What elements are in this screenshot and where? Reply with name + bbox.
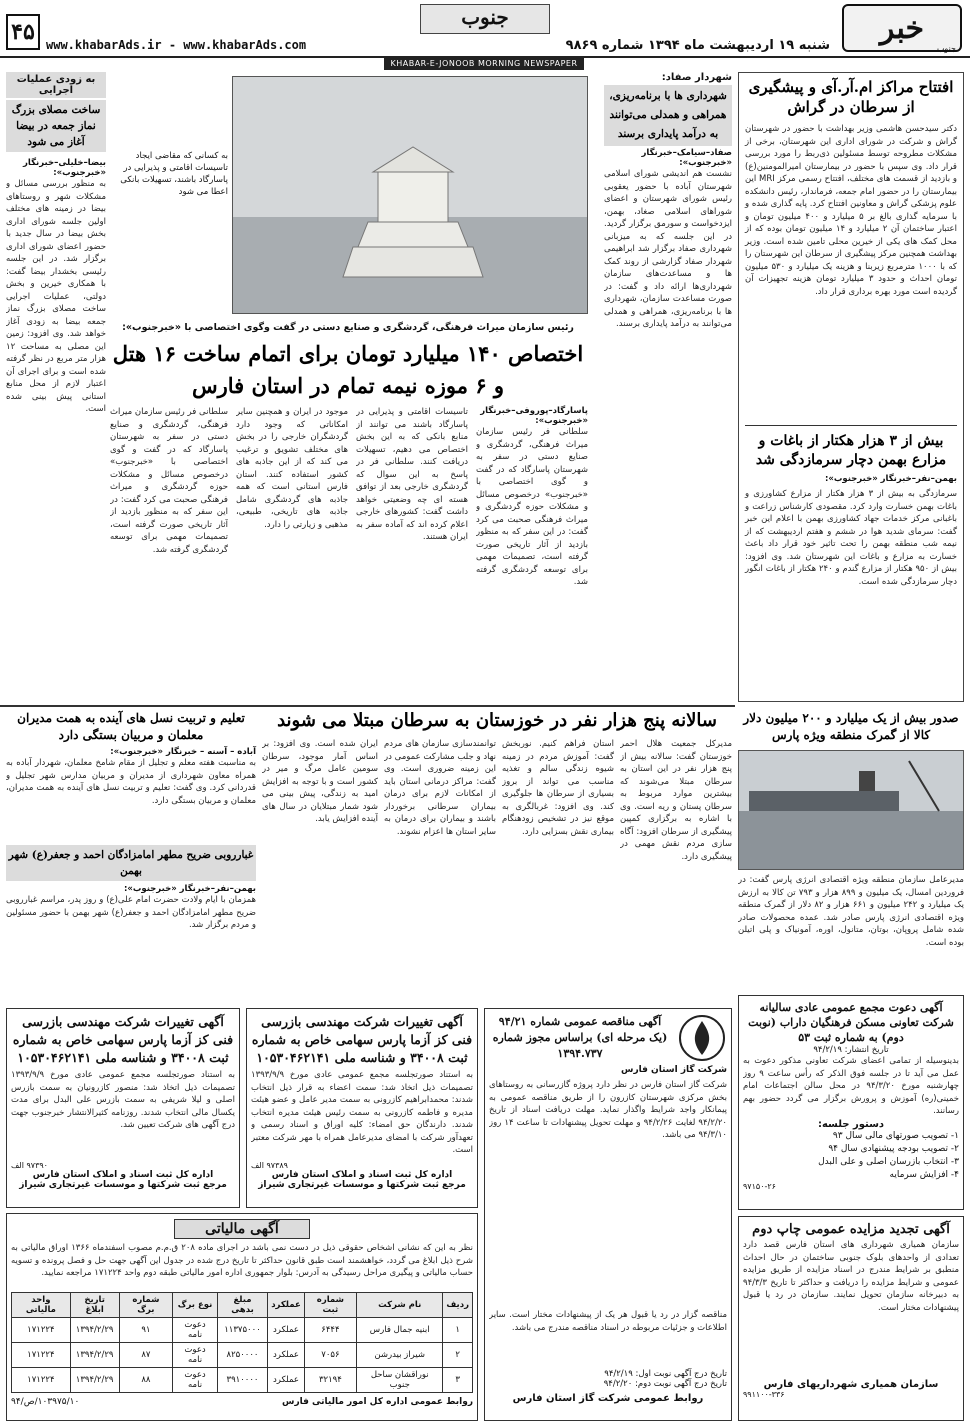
change-ad-2-footer2: مرجع ثبت شرکتها و موسسات غیرتجاری شیراز xyxy=(19,1180,227,1190)
tax-cell: ۶۴۴۴ xyxy=(304,1318,356,1343)
tax-cell: ۳۲۱۹۴ xyxy=(304,1368,356,1393)
story3-title: صدور بیش از یک میلیارد و ۲۰۰ میلیون دلار کالا از گمرک منطقه ویژه پارس xyxy=(743,711,959,742)
divider xyxy=(745,425,957,426)
tax-cell: ۲ xyxy=(443,1343,473,1368)
tax-ad-intro: نظر به این که نشانی اشخاص حقوقی ذیل در دست نمی باشد در اجرای ماده ۲۰۸ ق.م.م مصوب اسفندماه ۱۳۶۶ اوراق مالیاتی به شرح ذیل ابلاغ می گردد، خواهشمند است طبق قانون حداکثر تا تاریخ درج شده در جدول این آگهی جهت حل و فصل پرونده و تسویه حساب مالیاتی و پیگیری مراحل رسیدگی به آدرس: بلوار جمهوری اداره امور مالیاتی طبقه دوم واحد ۱۷۱۲۲۴ مراجعه نمایید. xyxy=(11,1243,473,1278)
tender-org: شرکت گاز استان فارس xyxy=(621,1065,727,1075)
ad-daraab xyxy=(738,995,964,1210)
shrine-body: همزمان با ایام ولادت حضرت امام علی(ع) و روز پدر، مراسم غبارروبی ضریح مطهر امامزادگان احمد و جعفر(ع) شهر بهمن با حضور مسئولین و مردم برگزار شد. xyxy=(6,895,256,930)
safad-byline: صفاد–سیامک–خبرنگار «خبرجنوب»: xyxy=(641,148,732,168)
feature-title: اختصاص ۱۴۰ میلیارد تومان برای اتمام ساخت ۱۶ هتل و ۶ موزه نیمه تمام در استان فارس xyxy=(112,341,584,398)
port-photo xyxy=(738,750,964,870)
tax-header-cell: مبلغ بدهی xyxy=(217,1293,267,1318)
tax-cell: ۳ xyxy=(443,1368,473,1393)
change-ad-1-footer: اداره کل ثبت اسناد و املاک استان فارس xyxy=(271,1170,453,1180)
change-ad-2 xyxy=(6,1008,240,1208)
dateline: شنبه ۱۹ اردیبهشت ماه ۱۳۹۴ شماره ۹۸۶۹ xyxy=(565,38,830,53)
page-number: ۴۵ xyxy=(6,14,40,50)
ad2-body: سازمان همیاری شهرداری های استان فارس قصد دارد تعدادی از واحدهای بلوک جنوبی ساختمان در حال احداث منطبق بر شرایط مندرج در اسناد مزایده از طریق مزایده عمومی و شرایط مزایده را دریافت و حداکثر تا تاریخ ۹۴/۳/۳ به دبیرخانه سازمان تحویل نمایند. سازمان در رد یا قبول پیشنهادات مختار است. xyxy=(743,1240,959,1313)
tender-body: شرکت گاز استان فارس در نظر دارد پروژه گازرسانی به روستاهای بخش مرکزی شهرستان کازرون را از طریق مناقصه عمومی به پیمانکار واجد شرایط واگذار نماید. مهلت دریافت اسناد از تاریخ ۹۴/۲/۲۰ لغایت ۹۴/۲/۲۶ و مهلت تحویل پیشنهادات تا ساعت ۱۴ روز ۹۴/۳/۱۰ می باشد. xyxy=(489,1080,727,1140)
story2-title: بیش از ۳ هزار هکتار از باغات و مزارع بهمن دچار سرمازدگی شد xyxy=(755,433,947,468)
cancer-body-2: استان فراهم کنیم. نوربخش گفت: آموزش مردم در زمینه شیوه زندگی سالم و تغذیه مناسب می تواند از بروز بسیاری از سرطان ها جلوگیری کند. وی افزود: غربالگری به موقع نیز در تشخیص زودهنگام بیماری نقش بسزایی دارد. xyxy=(502,739,614,837)
tax-table xyxy=(11,1292,473,1393)
tax-header-cell: ردیف xyxy=(443,1293,473,1318)
tax-cell: دعوت نامه xyxy=(173,1318,218,1343)
safad-column xyxy=(604,72,732,702)
logo-sub: جنوب xyxy=(936,44,956,53)
tender-title: آگهی مناقصه عمومی شماره ۹۴/۲۱ (یک مرحله ای) براساس مجوز شماره ۱۳۹۴.۷۳۷ xyxy=(492,1015,668,1060)
feature-body-area xyxy=(108,406,588,702)
tax-cell: عملکرد xyxy=(268,1318,305,1343)
change-ad-1-code: ۹۷۳۸۹ الف xyxy=(251,1161,288,1170)
ad1-body: بدینوسیله از تمامی اعضای شرکت تعاونی مذکور دعوت به عمل می آید تا در جلسه فوق الذکر که رأس ساعت ۹ روز چهارشنبه مورخ ۹۴/۳/۲۰ در محل سالن اجتماعات امام خمینی(ره) آموزش و پرورش برگزار می گردد حضور بهم رسانند. xyxy=(743,1056,959,1116)
agenda-item: ۴- افزایش سرمایه xyxy=(889,1170,959,1180)
tax-ad-footer: روابط عمومی اداره کل امور مالیاتی فارس xyxy=(282,1397,473,1407)
ad1-agenda-title: دستور جلسه: xyxy=(817,1119,885,1130)
tax-header-cell: نام شرکت xyxy=(357,1293,443,1318)
tax-cell: نوراقشان ساحل جنوب xyxy=(357,1368,443,1393)
tax-cell: ۷۰۵۶ xyxy=(304,1343,356,1368)
feature-body-1: سلطانی فر رئیس سازمان میراث فرهنگی، گردشگری و صنایع دستی در سفر به شهرستان پاسارگاد که در گفت و گوی اختصاصی با «خبرجنوب» درخصوص مسائل و مشکلات حوزه گردشگری و میراث فرهنگی صحبت می کرد گفت: در این سفر که به منظور بازدید از آثار تاریخی صورت گرفته است، تصمیمات مهمی برای توسعه گردشگری گرفته شد. xyxy=(476,427,588,587)
bayza-title: ساخت مصلای بزرگ نماز جمعه در بیضا آغاز می شود xyxy=(6,100,106,152)
tax-cell: ۸۸ xyxy=(119,1368,173,1393)
gumruk-story xyxy=(738,708,964,988)
pasargad-tomb-drawing xyxy=(233,77,587,313)
story2-body: سرمازدگی به بیش از ۳ هزار هکتار از مزارع کشاورزی و باغات بهمن خسارت وارد کرد. مقصودی کارشناس زراعت و باغبانی مرکز خدمات جهاد کشاورزی بهمن با اعلام این خبر گفت: سرمای شدید هوا در ششم و هفتم اردیبهشت که از نیمه شب منطقه بهمن را تحت تاثیر خود قرار داد باعث خسارت به مزارع و باغات این شهرستان شد. وی افزود: بیش از ۹۵۰ هکتار از مزارع گندم و ۲۴۰ هکتار از باغات انگور دچار سرمازدگی شده است. xyxy=(745,489,957,587)
masthead-banner: KHABAR-E-JONOOB MORNING NEWSPAPER xyxy=(384,58,584,70)
tax-cell: ۹۱ xyxy=(119,1318,173,1343)
feature-byline: پاسارگاد–پوروفی–خبرنگار «خبرجنوب»: xyxy=(480,406,588,426)
table-row xyxy=(12,1343,473,1368)
tax-ad xyxy=(6,1213,478,1421)
ad2-code: ۹۹۱۱۰۰-۳۳۶ xyxy=(743,1390,785,1399)
ad1-date: تاریخ انتشار: ۹۴/۲/۱۹ xyxy=(813,1045,889,1055)
agenda-item: ۱- تصویب صورتهای مالی سال ۹۳ xyxy=(832,1131,959,1141)
agenda-item: ۲- تصویب بودجه پیشنهادی سال ۹۴ xyxy=(828,1144,959,1154)
ad2-title: آگهی تجدید مزایده عمومی چاپ دوم xyxy=(752,1222,950,1237)
port-photo-drawing xyxy=(739,751,963,869)
table-row xyxy=(12,1318,473,1343)
tax-header-cell: شماره برگ xyxy=(119,1293,173,1318)
tax-cell: شیراز بیدرشن xyxy=(357,1343,443,1368)
pasargad-photo xyxy=(232,76,588,314)
paper-name: جنوب xyxy=(420,4,550,34)
tax-cell: دعوت نامه xyxy=(173,1343,218,1368)
cancer-body-area xyxy=(262,738,732,1003)
shrine-byline: بهمن–نفر–خبرنگار «خبرجنوب»: xyxy=(123,884,256,894)
ad1-title: آگهی دعوت مجمع عمومی عادی سالیانه شرکت تعاونی مسکن فرهنگیان داراب (نوبت دوم) به شماره ثبت ۵۳ xyxy=(748,1001,954,1044)
bayza-column xyxy=(6,72,106,702)
section-divider xyxy=(0,705,735,707)
teacher-title: تعلیم و تربیت نسل های آینده به همت مدیران معلمان و مربیان بستگی دارد xyxy=(17,711,245,742)
tax-header-cell: شماره ثبت xyxy=(304,1293,356,1318)
story1-title: افتتاح مراکز ام.آر.آی و پیشگیری از سرطان در گراش xyxy=(748,78,954,116)
tax-header-cell: نوع برگ xyxy=(173,1293,218,1318)
cancer-title: سالانه پنج هزار نفر در خوزستان به سرطان مبتلا می شوند xyxy=(277,710,717,731)
tax-cell: ۳۹۱۰۰۰۰ xyxy=(217,1368,267,1393)
safad-body: نشست هم اندیشی شورای اسلامی شهرستان آباده با حضور یعقوبی رئیس شورای شهرستان و اعضای شوراهای اسلامی صغاد، بهمن، ایزدخواست و سورمق برگزار گردید. در این جلسه که به میزبانی شهرداری صفاد برگزار شد ابراهیمی شهردار صفاد گزارشی از روند کمک ها و مساعدت‌های سازمان شهرداری‌ها ارائه داد و گفت: در صورت مساعدت سازمان، شهرداری ها با برنامه‌ریزی، همراهی و همدلی می‌توانند به درآمد پایداری برسند. xyxy=(604,169,732,329)
ad2-footer: سازمان همیاری شهرداریهای فارس xyxy=(763,1379,939,1390)
tax-cell: ۱۳۹۴/۲/۲۹ xyxy=(70,1368,119,1393)
bayza-body: به منظور بررسی مسائل و مشکلات شهر و روستاهای بیضا در زمینه های مختلف اولین جلسه شورای اداری بخش بیضا در سال جدید با حضور اعضای شورای اداری برگزار شد. در این جلسه رئیسی بخشدار بیضا گفت: با همکاری خیرین و بخش دولتی، عملیات اجرایی ساخت مصلای بزرگ نماز جمعه بیضا به زودی آغاز خواهد شد. وی افزود: زمین این مصلی به مساحت ۱۲ هزار متر مربع در نظر گرفته شده است و برای اجرای آن اعتبار لازم از محل منابع استانی پیش بینی شده است. xyxy=(6,179,106,414)
cancer-body-1: مدیرکل جمعیت هلال احمر خوزستان گفت: سالانه بیش از پنج هزار نفر در این استان به سرطان مبتلا می‌شوند که بیشترین موارد مربوط به سرطان پستان و ریه است. وی با اشاره به برگزاری کمپین پیشگیری از سرطان افزود: آگاه سازی مردم نقش مهمی در پیشگیری دارد. xyxy=(620,739,732,862)
tax-cell: ۱۳۹۴/۲/۲۹ xyxy=(70,1318,119,1343)
story3-body: مدیرعامل سازمان منطقه ویژه اقتصادی انرژی پارس گفت: در فروردین امسال، یک میلیون و ۸۹۹ هزار و ۷۹۳ تن کالا به ارزش یک میلیارد و ۲۴۲ میلیون و ۶۶۱ هزار و ۸۲ دلار از گمرک منطقه ویژه اقتصادی انرژی پارس صادر شد. عمده محصولات صادر شده شامل پروپان، بوتان، متانول، اوره، آمونیاک و پلی اتیلن بوده است. xyxy=(738,875,964,948)
agenda-item: ۳- انتخاب بازرسان اصلی و علی البدل xyxy=(818,1157,959,1167)
tax-header-cell: واحد مالیاتی xyxy=(12,1293,71,1318)
tax-header-cell: عملکرد xyxy=(268,1293,305,1318)
change-ad-2-footer: اداره کل ثبت اسناد و املاک استان فارس xyxy=(32,1170,214,1180)
tax-ad-title: آگهی مالیاتی xyxy=(174,1219,310,1239)
feature-body-3: موجود در ایران و همچنین سایر امکاناتی که وجود دارد گردشگران خارجی را در بخش های مختلف تشویق و ترغیب می کند که از این جاذبه های کشور استفاده کنند. استان فارس استانی است که همه جاذبه های گردشگری شامل جاذبه های تاریخی، طبیعی، مذهبی و زیارتی را دارد. xyxy=(236,407,348,530)
safad-kicker: شهردار صفاد: xyxy=(661,72,732,83)
story1-body: دکتر سیدحسن هاشمی وزیر بهداشت با حضور در شهرستان گراش و شرکت در شورای اداری این شهرستان، برخی از مشکلات مطروحه توسط مسئولین ذی‌ربط را مورد بررسی قرار داد. وی سپس با حضور در بیمارستان امیرالمومنین(ع) و بازدید از قسمت های مختلف، افتتاح رسمی مرکز MRI این بیمارستان را در حضور امام جمعه، فرماندار، رئیس دانشکده علوم پزشکی گراش و معاونین افتتاح کرد. پایه گذاری شده و با سرمایه گذاری بالغ بر ۵ میلیارد و ۴۰۰ میلیون تومان و اعتبار ساختمان آن ۲ میلیارد و ۱۴ میلیون تومان بوده که از محل کمک های یکی از خیرین محلی تامین شده است. وزیر بهداشت همچنین مرکز پیشگیری از سرطان این شهرستان را که با ۱۰۰۰ مترمربع زیربنا و هزینه یک میلیارد و ۵۳۰ میلیون تومان احداث و حدود ۳ میلیارد تومان هزینه تجهیزات آن گردیده است مورد بهره برداری قرار داد. xyxy=(745,124,957,297)
photo-caption: به کسانی که مقاضی ایجاد تاسیسات اقامتی و پذیرایی در پاسارگاد باشند، تسهیلات بانکی اعطا می شود xyxy=(120,151,228,197)
table-row xyxy=(12,1368,473,1393)
tender-date-1: تاریخ درج آگهی نوبت اول: ۹۴/۲/۱۹ xyxy=(604,1369,727,1379)
feature-kicker: رئیس سازمان میراث فرهنگی، گردشگری و صنایع دستی در گفت وگوی اختصاصی با «خبرجنوب»: xyxy=(122,322,574,333)
change-ad-1 xyxy=(246,1008,478,1208)
tax-ad-code: ۱۰۳۹۷۵/۱۰/ص/۹۴ xyxy=(11,1397,80,1407)
gas-company-logo-icon xyxy=(677,1013,727,1063)
change-ad-2-title: آگهی تغییرات شرکت مهندسی بازرسی فنی کز آزما پارس سهامی خاص به شماره ثبت ۳۴۰۰۸ و شناسه ملی ۱۰۵۳۰۴۶۲۱۴۱ xyxy=(12,1014,234,1065)
change-ad-2-code: ۹۷۳۹۰ الف xyxy=(11,1161,48,1170)
tax-cell: ۱۷۱۲۲۴ xyxy=(12,1318,71,1343)
change-ad-1-title: آگهی تغییرات شرکت مهندسی بازرسی فنی کز آزما پارس سهامی خاص به شماره ثبت ۳۴۰۰۸ و شناسه ملی ۱۰۵۳۰۴۶۲۱۴۱ xyxy=(251,1014,473,1065)
tax-cell: ۱۱۳۷۵۰۰۰ xyxy=(217,1318,267,1343)
ad-auction xyxy=(738,1216,964,1421)
tax-cell: ۸۷ xyxy=(119,1343,173,1368)
tax-table-header xyxy=(12,1293,473,1318)
gas-tender-ad xyxy=(484,1008,732,1421)
shrine-title: غبارروبی ضریح مطهر امامزادگان احمد و جعفر(ع) شهر بهمن xyxy=(6,845,256,881)
tax-cell: عملکرد xyxy=(268,1368,305,1393)
teacher-body: به مناسبت هفته معلم و تجلیل از مقام شامخ معلمان، شهردار آباده به همراه معاون شهرداری از مدیران و مربیان مدارس شهر تجلیل و قدردانی کرد. وی گفت: تعلیم و تربیت نسل های آینده به همت مدیران، معلمان و مربیان بستگی دارد. xyxy=(6,758,256,806)
tax-cell: دعوت نامه xyxy=(173,1368,218,1393)
ad1-code: ۹۷۱۵۰-۲۶ xyxy=(743,1182,776,1191)
tender-body-2: مناقصه گزار در رد یا قبول هر یک از پیشنهادات مختار است. سایر اطلاعات و جزئیات مربوطه در اسناد مناقصه مندرج می باشد. xyxy=(489,1310,727,1333)
story2-byline: بهمن–نفر–خبرنگار «خبرجنوب»: xyxy=(824,474,957,484)
tax-header-cell: تاریخ ابلاغ xyxy=(70,1293,119,1318)
feature-body-4: سلطانی فر رئیس سازمان میراث فرهنگی، گردشگری و صنایع دستی در سفر به شهرستان پاسارگاد که در گفت و گوی اختصاصی با «خبرجنوب» درخصوص مسائل و مشکلات حوزه گردشگری و میراث فرهنگی صحبت می کرد گفت: در این سفر که به منظور بازدید از آثار تاریخی صورت گرفته است، تصمیمات مهمی برای توسعه گردشگری گرفته شد. xyxy=(110,407,228,555)
tender-footer: روابط عمومی شرکت گاز استان فارس xyxy=(512,1393,704,1404)
safad-title: شهرداری ها با برنامه‌ریزی، همراهی و همدلی می‌توانند به درآمد پایداری برسند xyxy=(604,85,732,146)
tax-cell: ۱۷۱۲۲۴ xyxy=(12,1343,71,1368)
tax-cell: ۸۲۵۰۰۰۰ xyxy=(217,1343,267,1368)
bayza-kicker: به زودی عملیات اجرایی xyxy=(6,72,106,98)
right-column xyxy=(738,72,964,702)
cancer-body-3: توانمندسازی سازمان های مردم نهاد و جلب مشارکت عمومی در این زمینه ضروری است. وی گفت: مراکز درمانی استان باید از امکانات لازم برای درمان بیماران سرطانی برخوردار باشند و بیماران برای درمان به سایر استان ها اعزام نشوند. xyxy=(384,739,496,837)
bayza-byline: بیضا–خلیلی–خبرنگار «خبرجنوب»: xyxy=(23,158,106,178)
cancer-body-4: ایران شده است. وی افزود: بر اساس آمار موجود، سرطان سومین عامل مرگ و میر در کشور است و با توجه به افزایش امید به زندگی، پیش بینی می شود شمار مبتلایان در سال های آینده افزایش یابد. xyxy=(262,739,378,824)
site-url[interactable]: www.khabarAds.ir - www.khabarAds.com xyxy=(46,38,307,52)
lower-left-stories xyxy=(6,710,256,960)
tax-cell: ۱۷۱۲۲۴ xyxy=(12,1368,71,1393)
feature-body-2: تاسیسات اقامتی و پذیرایی در پاسارگاد باشند می توانند از منابع بانکی که به این بخش اختصاص می دهیم، تسهیلات دریافت کنند. سلطانی فر در پاسخ به این سوال که گردشگری خارجی بعد از توافق هسته ای چه وضعیتی خواهد داشت گفت: کشورهای خارجی اعلام کرده اند که آماده سفر به ایران هستند. xyxy=(356,407,468,542)
tax-cell: ابنیه جمال فارس xyxy=(357,1318,443,1343)
tax-cell: عملکرد xyxy=(268,1343,305,1368)
tax-cell: ۱۳۹۴/۲/۲۹ xyxy=(70,1343,119,1368)
change-ad-1-body: به استناد صورتجلسه مجمع عمومی عادی مورخ ۱۳۹۳/۹/۹ تصمیمات ذیل اتخاذ شد: سمت اعضاء به قرار ذیل انتخاب شدند: محمدابراهیم کازرونی به سمت مدیر عامل و عضو هیئت مدیره و فاطمه کازرونی به سمت رئیس هیئت مدیره انتخاب شدند. دارندگان حق امضاء: کلیه اوراق و اسناد رسمی و تعهدآور شرکت با امضای مدیرعامل همراه با مهر شرکت معتبر است. xyxy=(251,1070,473,1155)
change-ad-2-body: به استناد صورتجلسه مجمع عمومی عادی مورخ ۱۳۹۳/۹/۹ تصمیمات ذیل اتخاذ شد: منصور کازرونیان به سمت بازرس اصلی و لیلا شریفی به سمت بازرس علی البدل برای مدت یکسال مالی انتخاب شدند. روزنامه کثیرالانتشار خبرجنوب جهت درج آگهی های شرکت تعیین شد. xyxy=(11,1070,235,1130)
logo-text: خبر xyxy=(879,10,925,46)
tax-cell: ۱ xyxy=(443,1318,473,1343)
ad1-agenda xyxy=(743,1130,959,1182)
masthead xyxy=(0,0,970,58)
teacher-byline: آباده – آسنه – خبرنگار «خبرجنوب»: xyxy=(110,747,256,757)
tender-date-2: تاریخ درج آگهی نوبت دوم: ۹۴/۲/۲۰ xyxy=(603,1379,727,1389)
change-ad-1-footer2: مرجع ثبت شرکتها و موسسات غیرتجاری شیراز xyxy=(258,1180,466,1190)
